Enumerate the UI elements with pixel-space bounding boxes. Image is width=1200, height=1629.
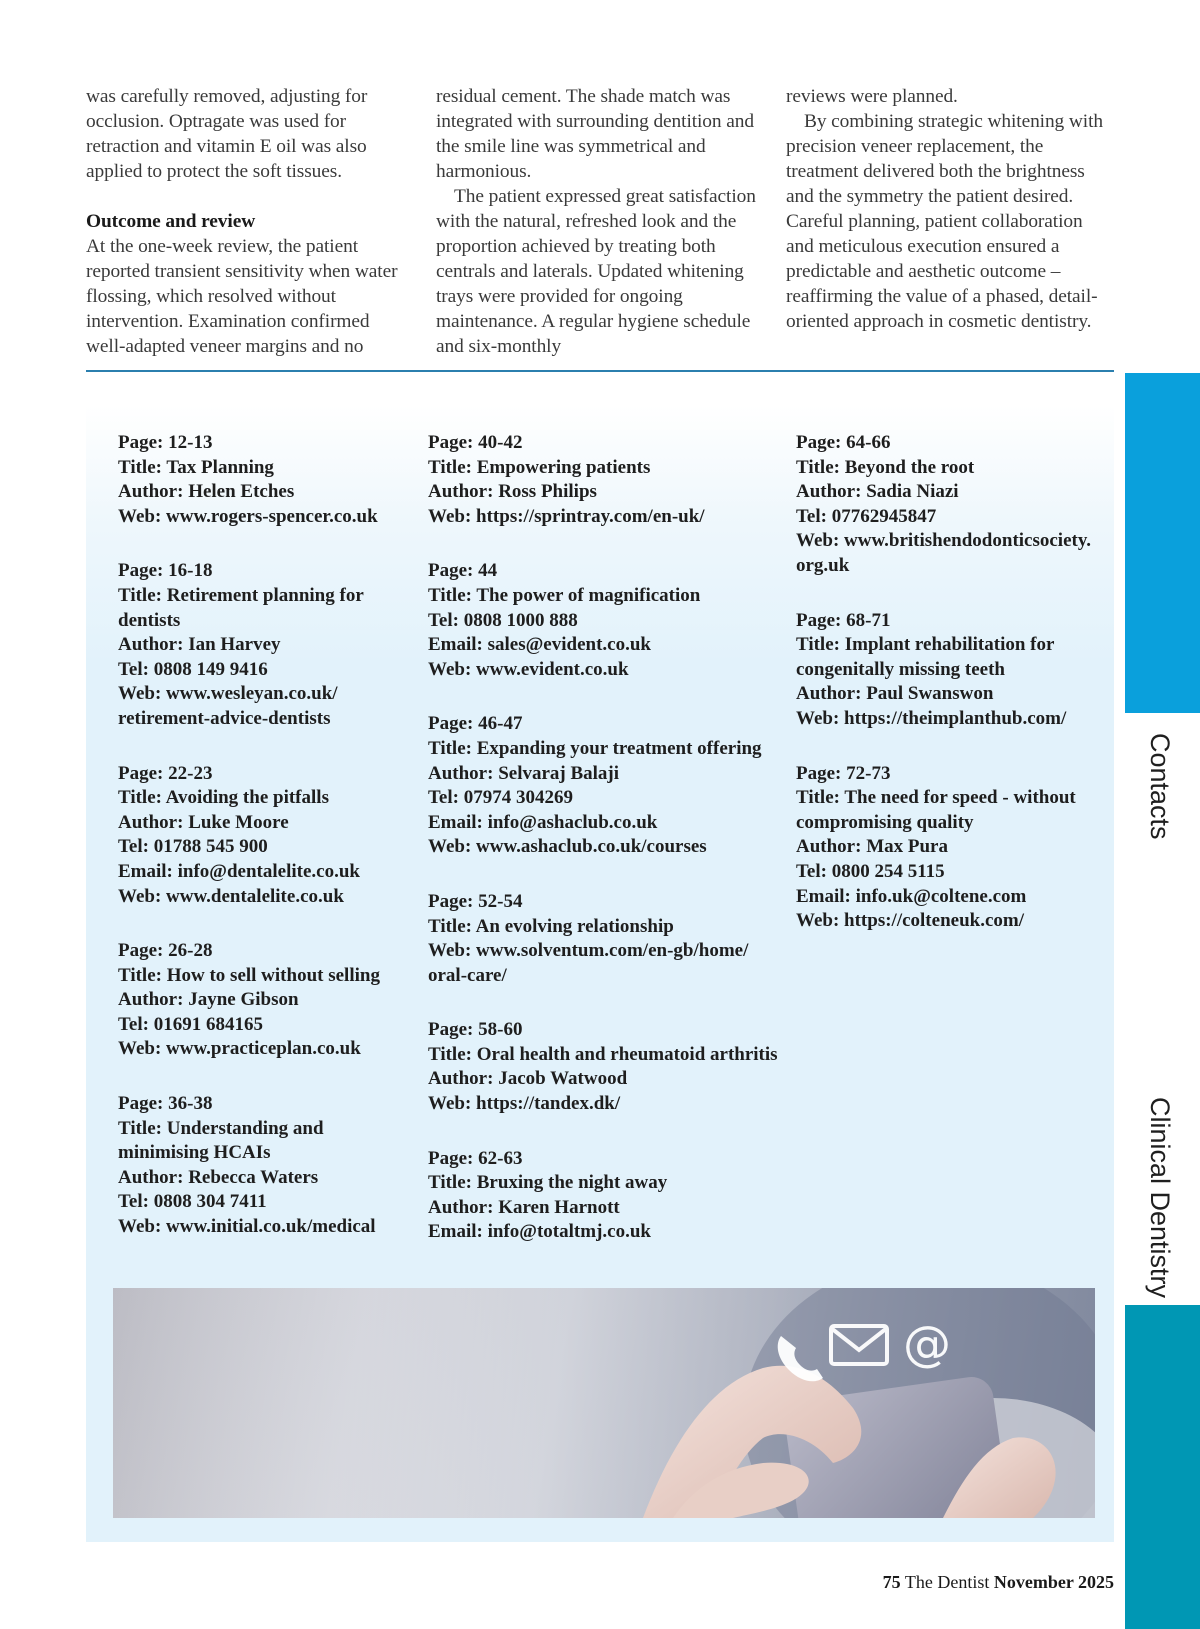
contact-author: Author: Selvaraj Balaji (428, 762, 620, 784)
contact-page: Page: 40-42 (428, 432, 523, 453)
contact-web[interactable]: Web: https://colteneuk.com/ (796, 910, 1024, 932)
contact-entry (428, 1147, 788, 1245)
contact-entry (428, 431, 788, 529)
contact-email[interactable]: Email: info@ashaclub.co.uk (428, 811, 658, 833)
contact-entry (428, 712, 788, 860)
smartphone-photo (113, 1288, 1095, 1518)
contact-title: Title: Tax Planning (118, 456, 274, 478)
contact-email[interactable]: Email: info@dentalelite.co.uk (118, 860, 360, 882)
contact-page: Page: 68-71 (796, 609, 891, 631)
contact-tel: Tel: 0808 304 7411 (118, 1191, 267, 1213)
contact-author: Author: Max Pura (796, 836, 948, 858)
contact-tel: Tel: 07762945847 (796, 505, 937, 527)
contact-entry (796, 431, 1108, 579)
article-column-1 (86, 84, 408, 359)
section-heading: Outcome and review (86, 211, 256, 232)
contact-page: Page: 36-38 (118, 1093, 213, 1115)
contact-title: Title: Oral health and rheumatoid arthritis (428, 1043, 778, 1065)
contacts-column-3 (796, 431, 1108, 964)
contact-tel: Tel: 0800 254 5115 (796, 860, 945, 882)
contact-author: Author: Ross Philips (428, 481, 597, 503)
clinical-dentistry-side-label: Clinical Dentistry (1145, 1097, 1175, 1299)
contacts-column-2 (428, 431, 788, 1275)
contact-web[interactable]: Web: www.initial.co.uk/medical (118, 1216, 376, 1238)
contact-title: Title: Empowering patients (428, 456, 651, 478)
contact-entry (428, 559, 788, 682)
contact-web[interactable]: Web: https://theimplanthub.com/ (796, 707, 1067, 729)
section-divider (86, 370, 1114, 372)
contact-page: Page: 64-66 (796, 432, 891, 453)
contact-tel: Tel: 0808 1000 888 (428, 609, 578, 631)
contacts-column-1 (118, 431, 408, 1270)
article-paragraph: At the one-week review, the patient reported transient sensitivity when water flossing, which resolved without intervention. Examination confirmed well-adapted veneer margins and no (86, 236, 398, 357)
article-continuation (86, 84, 1114, 364)
contact-author: Author: Jacob Watwood (428, 1068, 628, 1090)
contact-author: Author: Ian Harvey (118, 634, 281, 656)
contact-title: Title: Understanding and minimising HCAIs (118, 1117, 324, 1164)
contact-entry (118, 1092, 408, 1240)
contact-web[interactable]: Web: www.ashaclub.co.uk/courses (428, 836, 707, 858)
contact-entry (796, 609, 1108, 732)
article-paragraph: residual cement. The shade match was integrated with surrounding dentition and the smile line was symmetrical and harmonious. (436, 86, 754, 182)
contact-entry (118, 559, 408, 731)
article-paragraph: The patient expressed great satisfaction with the natural, refreshed look and the proportion achieved by treating both centrals and laterals. Updated whitening trays were provided for ongoing maintenance. A regular hygiene schedule and six-monthly (436, 186, 756, 357)
at-sign-icon: @ (903, 1316, 951, 1372)
contact-page: Page: 58-60 (428, 1019, 523, 1041)
magazine-name: The Dentist (904, 1572, 990, 1592)
article-column-3 (786, 84, 1108, 334)
contact-title: Title: Retirement planning for dentists (118, 584, 364, 631)
contact-page: Page: 44 (428, 560, 498, 582)
contact-web[interactable]: Web: https://tandex.dk/ (428, 1093, 621, 1115)
contact-page: Page: 26-28 (118, 940, 213, 962)
article-paragraph: reviews were planned. (786, 86, 958, 107)
contact-page: Page: 46-47 (428, 713, 523, 735)
contact-author: Author: Luke Moore (118, 811, 289, 833)
contact-tel: Tel: 07974 304269 (428, 787, 573, 809)
contact-web[interactable]: Web: www.evident.co.uk (428, 658, 629, 680)
contact-web[interactable]: Web: https://sprintray.com/en-uk/ (428, 505, 705, 527)
contact-email[interactable]: Email: sales@evident.co.uk (428, 634, 651, 656)
contact-web[interactable]: Web: www.britishendodonticsociety. org.uk (796, 530, 1092, 576)
contact-tel: Tel: 01788 545 900 (118, 836, 268, 858)
contact-author: Author: Sadia Niazi (796, 481, 959, 503)
contact-page: Page: 12-13 (118, 432, 213, 453)
article-paragraph: By combining strategic whitening with precision veneer replacement, the treatment delivered both the brightness and the symmetry the patient desired. Careful planning, patient collaboration and meticulous execution ensured a predictable and aesthetic outcome – reaffirming the value of a phased, detail-oriented approach in cosmetic dentistry. (786, 111, 1103, 332)
contact-web[interactable]: Web: www.dentalelite.co.uk (118, 885, 344, 907)
contact-title: Title: The need for speed - without compromising quality (796, 787, 1076, 833)
contact-title: Title: The power of magnification (428, 584, 701, 606)
clinical-section-tab (1125, 1305, 1200, 1629)
contacts-section-tab (1125, 373, 1200, 713)
contact-page: Page: 22-23 (118, 762, 213, 784)
contact-title: Title: Bruxing the night away (428, 1172, 668, 1194)
article-column-2 (436, 84, 758, 359)
page-number: 75 (882, 1572, 901, 1592)
contact-author: Author: Rebecca Waters (118, 1166, 319, 1188)
contact-page: Page: 52-54 (428, 890, 523, 912)
contact-title: Title: Beyond the root (796, 456, 975, 478)
contact-web[interactable]: Web: www.rogers-spencer.co.uk (118, 505, 378, 527)
contact-author: Author: Helen Etches (118, 481, 295, 503)
contact-entry (118, 939, 408, 1062)
contact-title: Title: Avoiding the pitfalls (118, 787, 329, 809)
contact-tel: Tel: 01691 684165 (118, 1013, 263, 1035)
contact-page: Page: 16-18 (118, 560, 213, 582)
contact-email[interactable]: Email: info.uk@coltene.com (796, 885, 1027, 907)
contact-entry (428, 890, 788, 988)
contact-title: Title: Implant rehabilitation for congenitally missing teeth (796, 634, 1055, 680)
contact-web[interactable]: Web: www.solventum.com/en-gb/home/ oral-care/ (428, 940, 749, 986)
contacts-side-label: Contacts (1145, 733, 1175, 840)
article-paragraph: was carefully removed, adjusting for occlusion. Optragate was used for retraction and vitamin E oil was also applied to protect the soft tissues. (86, 86, 368, 182)
contact-title: Title: Expanding your treatment offering (428, 737, 762, 759)
contact-entry (118, 431, 408, 529)
page-footer (780, 1572, 1114, 1593)
contact-page: Page: 62-63 (428, 1147, 523, 1169)
contact-entry (428, 1018, 788, 1116)
contact-page: Page: 72-73 (796, 762, 891, 784)
contact-author: Author: Jayne Gibson (118, 989, 299, 1011)
contact-email[interactable]: Email: info@totaltmj.co.uk (428, 1221, 651, 1243)
contact-title: Title: An evolving relationship (428, 915, 674, 937)
issue-date: November 2025 (993, 1572, 1114, 1592)
contact-tel: Tel: 0808 149 9416 (118, 658, 268, 680)
contact-author: Author: Paul Swanswon (796, 683, 994, 705)
contact-entry (796, 762, 1108, 934)
contact-title: Title: How to sell without selling (118, 964, 380, 986)
contact-author: Author: Karen Harnott (428, 1196, 620, 1218)
contact-entry (118, 762, 408, 910)
contact-web[interactable]: Web: www.practiceplan.co.uk (118, 1038, 361, 1060)
hand-with-phone-illustration (113, 1288, 1095, 1518)
contact-web[interactable]: Web: www.wesleyan.co.uk/ retirement-advice-dentists (118, 683, 338, 729)
